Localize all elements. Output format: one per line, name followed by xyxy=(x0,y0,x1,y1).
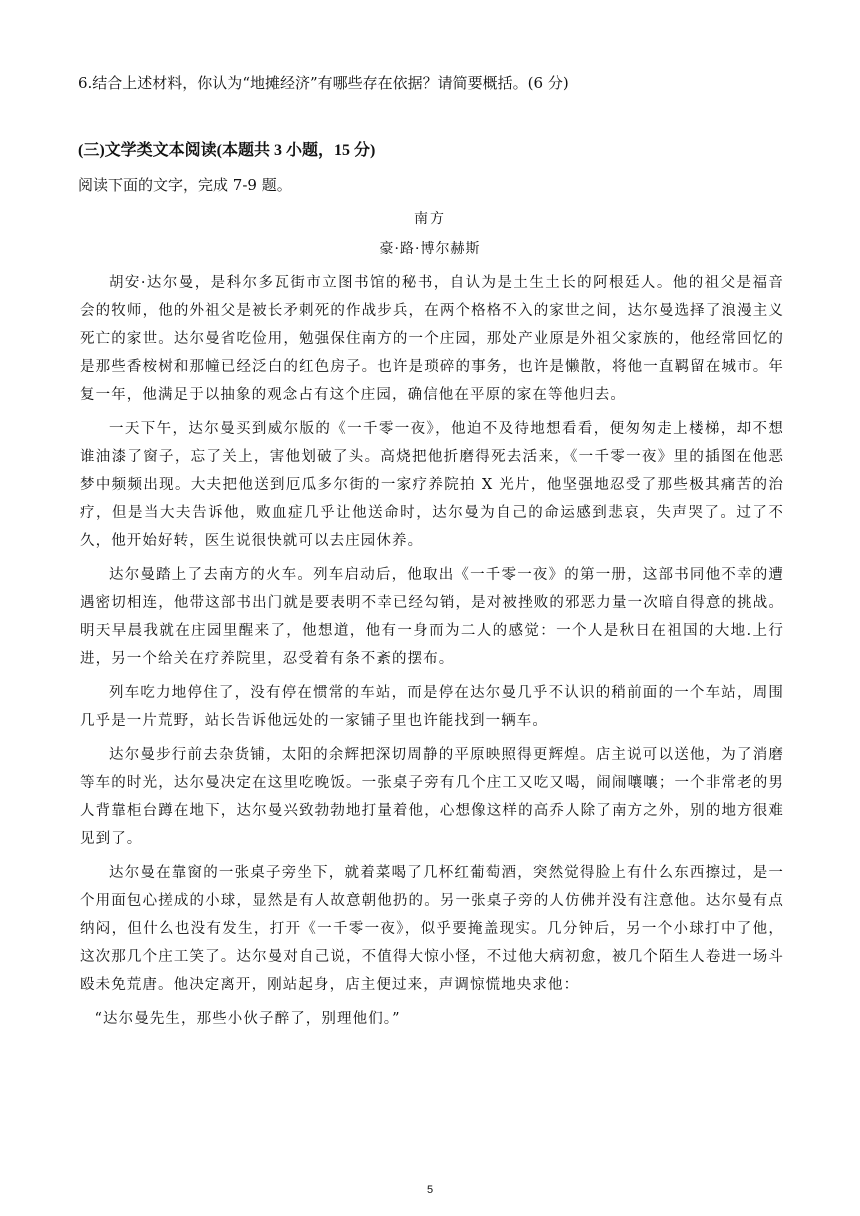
paragraph: 胡安·达尔曼，是科尔多瓦街市立图书馆的秘书，自认为是土生土长的阿根廷人。他的祖父是福音会的牧师，他的外祖父是被长矛刺死的作战步兵，在两个格格不入的家世之间，达尔曼选择了浪漫主义死亡的家世。达尔曼省吃俭用，勉强保住南方的一个庄园，那处产业原是外祖父家族的，他经常回忆的是那些香桉树和那幢已经泛白的红色房子。也许是琐碎的事务，也许是懒散，将他一直羁留在城市。年复一年，他满足于以抽象的观念占有这个庄园，确信他在平原的家在等他归去。 xyxy=(80,275,784,403)
question-6: 6.结合上述材料，你认为“地摊经济”有哪些存在依据？请简要概括。(6 分) xyxy=(78,74,569,92)
paragraph: 达尔曼踏上了去南方的火车。列车启动后，他取出《一千零一夜》的第一册，这部书同他不幸的遭遇密切相连，他带这部书出门就是要表明不幸已经勾销，是对被挫败的邪恶力量一次暗自得意的挑战。明天早晨我就在庄园里醒来了，他想道，他有一身而为二人的感觉：一个人是秋日在祖国的大地.上行进，另一个给关在疗养院里，忍受着有条不紊的摆布。 xyxy=(80,567,784,667)
page-number: 5 xyxy=(426,1184,434,1196)
dialogue-quote: “达尔曼先生，那些小伙子醉了，别理他们。” xyxy=(94,1011,401,1027)
section-title: (三)文学类文本阅读(本题共 3 小题，15 分) xyxy=(78,142,376,159)
article-body xyxy=(80,269,784,1039)
paragraph: 列车吃力地停住了，没有停在惯常的车站，而是停在达尔曼几乎不认识的稍前面的一个车站，周围几乎是一片荒野，站长告诉他远处的一家铺子里也许能找到一辆车。 xyxy=(80,685,784,729)
article-author: 豪·路·博尔赫斯 xyxy=(379,241,481,257)
paragraph: 达尔曼步行前去杂货铺，太阳的余辉把深切周静的平原映照得更辉煌。店主说可以送他，为了消磨等车的时光，达尔曼决定在这里吃晚饭。一张桌子旁有几个庄工又吃又喝，闹闹嚷嚷；一个非常老的男人背靠柜台蹲在地下，达尔曼兴致勃勃地打量着他，心想像这样的高乔人除了南方之外，别的地方很难见到了。 xyxy=(80,747,784,847)
section-instruction: 阅读下面的文字，完成 7-9 题。 xyxy=(78,176,292,194)
paragraph: 一天下午，达尔曼买到威尔版的《一千零一夜》，他迫不及待地想看看，便匆匆走上楼梯，却不想谁油漆了窗子，忘了关上，害他划破了头。高烧把他折磨得死去活来，《一千零一夜》里的插图在他恶梦中频频出现。大夫把他送到厄瓜多尔街的一家疗养院拍 X 光片，他坚强地忍受了那些极其痛苦的治疗，但是当大夫告诉他，败血症几乎让他送命时，达尔曼为自己的命运感到悲哀，失声哭了。过了不久，他开始好转，医生说很快就可以去庄园休养。 xyxy=(80,421,784,549)
paragraph: 达尔曼在靠窗的一张桌子旁坐下，就着菜喝了几杯红葡萄酒，突然觉得脸上有什么东西擦过，是一个用面包心搓成的小球，显然是有人故意朝他扔的。另一张桌子旁的人仿佛并没有注意他。达尔曼有点纳闷，但什么也没有发生，打开《一千零一夜》，似乎要掩盖现实。几分钟后，另一个小球打中了他，这次那几个庄工笑了。达尔曼对自己说，不值得大惊小怪，不过他大病初愈，被几个陌生人卷进一场斗殴未免荒唐。他决定离开，刚站起身，店主便过来，声调惊慌地央求他： xyxy=(80,865,784,993)
article-title: 南方 xyxy=(414,211,446,227)
